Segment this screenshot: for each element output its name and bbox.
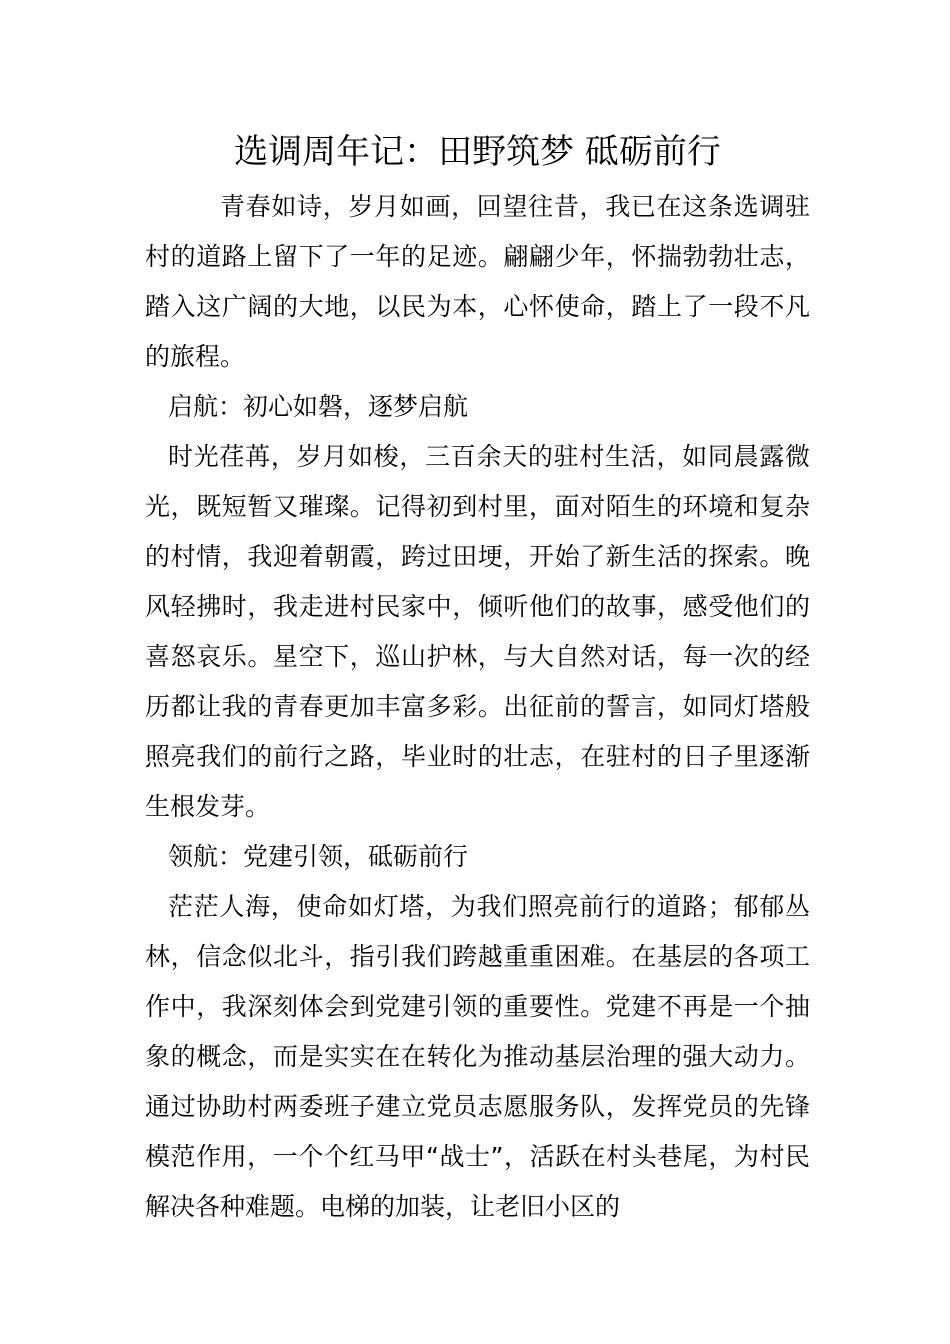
- section-paragraph-lead: 茫茫人海，使命如灯塔，为我们照亮前行的道路；郁郁丛林，信念似北斗，指引我们跨越重重困难。在基层的各项工作中，我深刻体会到党建引领的重要性。党建不再是一个抽象的概念，而是实实在在转化为推动基层治理的强大动力。通过协助村两委班子建立党员志愿服务队，发挥党员的先锋模范作用，一个个红马甲“战士”，活跃在村头巷尾，为村民解决各种难题。电梯的加装，让老旧小区的: [145, 892, 810, 1221]
- section-heading-lead: 领航：党建引领，砥砺前行: [168, 842, 469, 871]
- section-heading-launch: 启航：初心如磐，逐梦启航: [168, 392, 469, 421]
- section-paragraph-launch: 时光荏苒，岁月如梭，三百余天的驻村生活，如同晨露微光，既短暂又璀璨。记得初到村里，面对陌生的环境和复杂的村情，我迎着朝霞，跨过田埂，开始了新生活的探索。晚风轻拂时，我走进村民家中，倾听他们的故事，感受他们的喜怒哀乐。星空下，巡山护林，与大自然对话，每一次的经历都让我的青春更加丰富多彩。出征前的誓言，如同灯塔般照亮我们的前行之路，毕业时的壮志，在驻村的日子里逐渐生根发芽。: [145, 442, 810, 821]
- intro-paragraph: 青春如诗，岁月如画，回望往昔，我已在这条选调驻村的道路上留下了一年的足迹。翩翩少年，怀揣勃勃壮志，踏入这广阔的大地，以民为本，心怀使命，踏上了一段不凡的旅程。: [145, 192, 810, 371]
- document-title: 选调周年记：田野筑梦 砥砺前行: [234, 132, 721, 172]
- document-page: [145, 128, 810, 1232]
